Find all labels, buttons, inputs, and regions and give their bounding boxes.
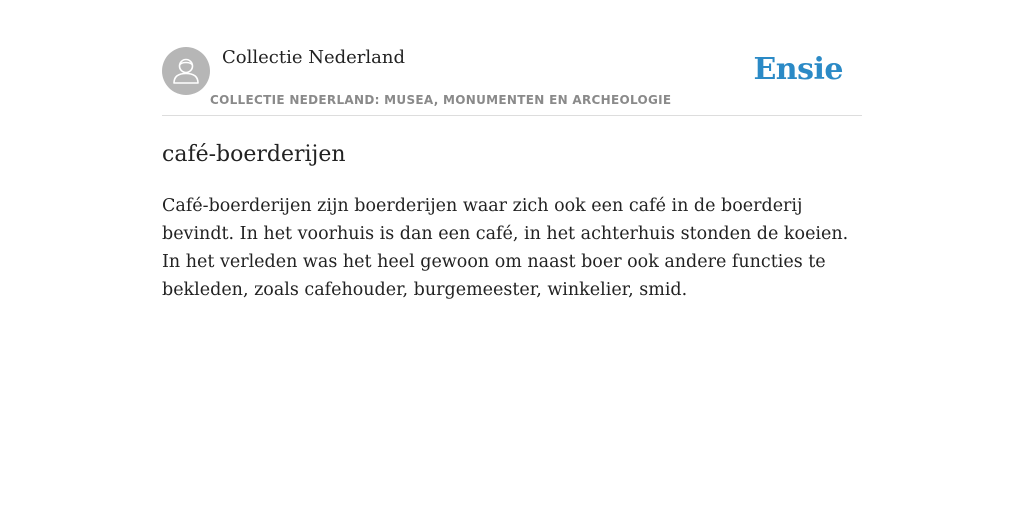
entry-title: café-boerderijen <box>162 142 346 167</box>
ensie-logo[interactable]: Ensie <box>753 52 843 87</box>
user-silhouette-icon <box>162 47 210 95</box>
entry-card <box>162 0 862 512</box>
entry-header <box>162 0 862 116</box>
source-subtitle[interactable]: COLLECTIE NEDERLAND: MUSEA, MONUMENTEN EN ARCHEOLOGIE <box>210 93 672 107</box>
author-name[interactable]: Collectie Nederland <box>222 47 406 68</box>
entry-description: Café-boerderijen zijn boerderijen waar zich ook een café in de boerderij bevindt. In het voorhuis is dan een café, in het achterhuis stonden de koeien. In het verleden was het heel gewoon om naast boer ook andere functies te bekleden, zoals cafehouder, burgemeester, winkelier, smid. <box>162 196 849 300</box>
avatar[interactable] <box>162 47 210 95</box>
